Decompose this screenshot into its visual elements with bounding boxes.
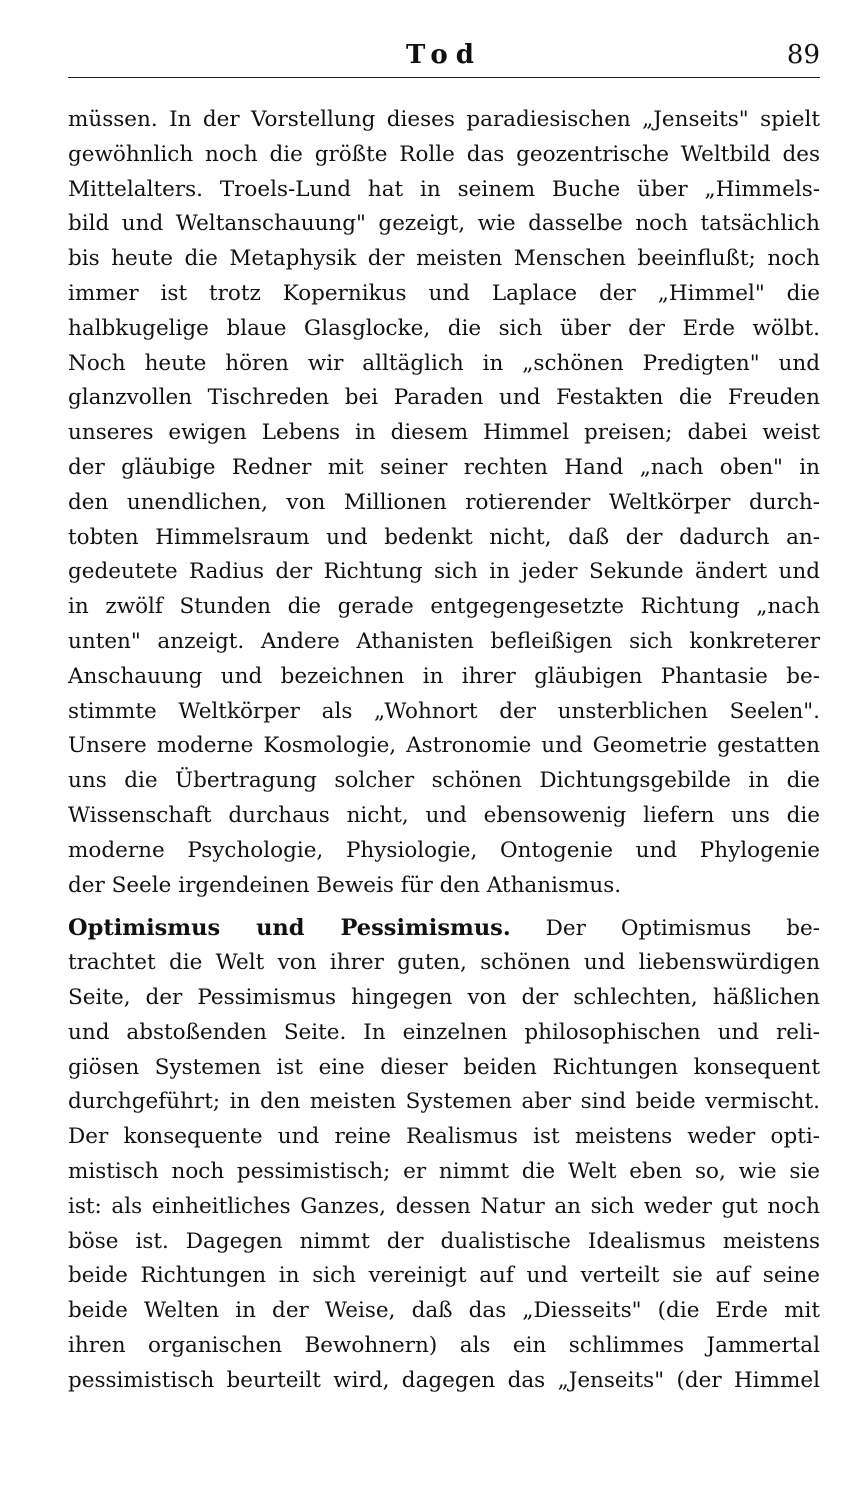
text-line: uns die Übertragung solcher schönen Dichtungsgebilde in die xyxy=(68,768,820,794)
running-title: Tod xyxy=(406,40,482,70)
paragraph-gap xyxy=(68,903,820,911)
text-line: in zwölf Stunden die gerade entgegengesetzte Richtung „nach xyxy=(68,594,820,620)
text-line: immer ist trotz Kopernikus und Laplace der „Himmel" die xyxy=(68,280,820,306)
text-line: glanzvollen Tischreden bei Paraden und Festakten die Freuden xyxy=(68,385,820,411)
text-line: bild und Weltanschauung" gezeigt, wie dasselbe noch tatsächlich xyxy=(68,211,820,237)
text-line: durchgeführt; in den meisten Systemen aber sind beide vermischt. xyxy=(68,1089,820,1115)
text-line: bis heute die Metaphysik der meisten Menschen beeinflußt; noch xyxy=(68,246,820,272)
text-line: Seite, der Pessimismus hingegen von der schlechten, häßlichen xyxy=(68,984,820,1010)
text-line: Mittelalters. Troels-Lund hat in seinem Buche über „Himmels- xyxy=(68,176,820,202)
paragraph-athanism xyxy=(68,103,820,903)
text-line: mistisch noch pessimistisch; er nimmt die Welt eben so, wie sie xyxy=(68,1158,820,1184)
text-line: und abstoßenden Seite. In einzelnen philosophischen und reli- xyxy=(68,1019,820,1045)
text-line: unseres ewigen Lebens in diesem Himmel preisen; dabei weist xyxy=(68,420,820,446)
heading-line-rest: Der Optimismus be- xyxy=(510,916,820,942)
text-line: Anschauung und bezeichnen in ihrer gläubigen Phantasie be- xyxy=(68,663,820,689)
text-line xyxy=(68,911,820,946)
text-line: trachtet die Welt von ihrer guten, schönen und liebenswürdigen xyxy=(68,950,820,976)
text-line: gedeutete Radius der Richtung sich in jeder Sekunde ändert und xyxy=(68,559,820,585)
text-line: moderne Psychologie, Physiologie, Ontogenie und Phylogenie xyxy=(68,837,820,863)
body-text xyxy=(68,103,820,1398)
header-rule xyxy=(68,77,820,78)
text-line: den unendlichen, von Millionen rotierender Weltkörper durch- xyxy=(68,489,820,515)
text-line: pessimistisch beurteilt wird, dagegen das „Jenseits" (der Himmel xyxy=(68,1367,820,1393)
text-line: stimmte Weltkörper als „Wohnort der unsterblichen Seelen". xyxy=(68,698,820,724)
page-header xyxy=(68,40,820,76)
page-number: 89 xyxy=(786,40,820,70)
text-line: Der konsequente und reine Realismus ist meistens weder opti- xyxy=(68,1124,820,1150)
text-line: gewöhnlich noch die größte Rolle das geozentrische Weltbild des xyxy=(68,141,820,167)
text-line: Noch heute hören wir alltäglich in „schönen Predigten" und xyxy=(68,350,820,376)
text-line: ihren organischen Bewohnern) als ein schlimmes Jammertal xyxy=(68,1332,820,1358)
text-line: böse ist. Dagegen nimmt der dualistische Idealismus meistens xyxy=(68,1228,820,1254)
text-line: Unsere moderne Kosmologie, Astronomie und Geometrie gestatten xyxy=(68,733,820,759)
section-heading: Optimismus und Pessimismus. xyxy=(68,915,511,942)
text-line: ist: als einheitliches Ganzes, dessen Natur an sich weder gut noch xyxy=(68,1193,820,1219)
text-line: tobten Himmelsraum und bedenkt nicht, daß der dadurch an- xyxy=(68,524,820,550)
text-line: giösen Systemen ist eine dieser beiden Richtungen konsequent xyxy=(68,1054,820,1080)
text-line: müssen. In der Vorstellung dieses paradiesischen „Jenseits" spielt xyxy=(68,107,820,132)
text-line: halbkugelige blaue Glasglocke, die sich über der Erde wölbt. xyxy=(68,315,820,341)
text-line: beide Richtungen in sich vereinigt auf und verteilt sie auf seine xyxy=(68,1263,820,1289)
text-line: der gläubige Redner mit seiner rechten Hand „nach oben" in xyxy=(68,454,820,480)
text-line: unten" anzeigt. Andere Athanisten befleißigen sich konkreterer xyxy=(68,628,820,654)
paragraph-optimism-pessimism xyxy=(68,911,820,1398)
text-line: Wissenschaft durchaus nicht, und ebensowenig liefern uns die xyxy=(68,802,820,828)
text-line: beide Welten in der Weise, daß das „Diesseits" (die Erde mit xyxy=(68,1298,820,1324)
text-line: der Seele irgendeinen Beweis für den Athanismus. xyxy=(68,872,622,898)
